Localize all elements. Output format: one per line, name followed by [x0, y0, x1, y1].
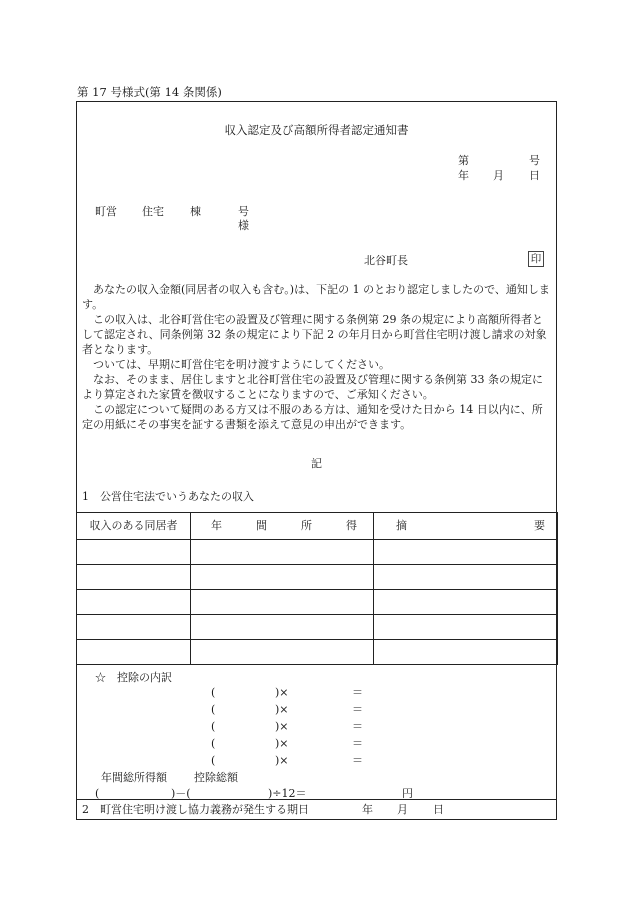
table-row [77, 615, 558, 640]
section1-title: 1 公営住宅法でいうあなたの収入 [82, 490, 254, 503]
header-remarks: 摘 要 [374, 513, 558, 540]
header-annual-income: 年 間 所 得 [191, 513, 374, 540]
date-year: 年 [458, 169, 469, 182]
addressee-honorific: 様 [238, 219, 249, 232]
date-month: 月 [493, 169, 504, 182]
section-divider [77, 799, 556, 800]
seal-stamp-box: 印 [528, 251, 544, 267]
section2-title: 2 町営住宅明け渡し協力義務が発生する期日 [82, 803, 309, 816]
date-day: 日 [529, 169, 540, 182]
document-title: 収入認定及び高額所得者認定通知書 [224, 123, 409, 137]
doc-number-suffix: 号 [529, 154, 540, 167]
section2-day: 日 [433, 803, 444, 816]
addressee-number: 号 [238, 205, 249, 218]
table-header-row [77, 513, 558, 540]
body-paragraph-5: この認定について疑問のある方又は不服のある方は、通知を受けた日から 14 日以内に、所定の用紙にその事実を証する書類を添えて意見の申出ができます。 [82, 403, 543, 431]
notice-body [82, 282, 552, 432]
table-row [77, 640, 558, 665]
addressee-building: 棟 [190, 205, 201, 218]
header-cohabitant: 収入のある同居者 [77, 513, 191, 540]
addressee-housing: 住宅 [142, 205, 164, 218]
doc-number-prefix: 第 [458, 154, 469, 167]
form-number-label: 第 17 号様式(第 14 条関係) [77, 85, 222, 99]
ki-label: 記 [311, 457, 322, 470]
section2-month: 月 [397, 803, 408, 816]
issuer-name: 北谷町長 [364, 254, 408, 267]
body-paragraph-1: あなたの収入金額(同居者の収入も含む。)は、下記の 1 のとおり認定しましたので、通知します。 [82, 283, 550, 311]
deduction-title: ☆ 控除の内訳 [95, 671, 172, 684]
table-row [77, 540, 558, 565]
notice-form-frame: 収入認定及び高額所得者認定通知書 第 号 年 月 日 町営 住宅 棟 号 様 北谷町長 印 あなたの収入金額(同居者の収入も含む。)は、下記の 1 のとおり認定しましたので、通知します。 この収入は、北谷町営住宅の設置及び管理に関する条例第 29 条の規定により高額所得者として認定され、同条例第 32 条の規定により下記 2 の年月日から町営住宅明け渡し請求の対象者となります。 ついては、早期に町営住宅を明け渡すようにしてください。 なお、そのまま、居住しますと北谷町営住宅の設置及び管理に関する条例第 33 条の規定により算定された家賃を徴収することになりますので、ご承知ください。 この認定について疑問のある方又は不服のある方は、通知を受けた日から 14 日以内に、所定の用紙にその事実を証する書類を添えて意見の申出ができます。 記 1 公営住宅法でいうあなたの収入 収入のある同居者 年 間 所 得 摘 要 ☆ 控除の内訳 ( )× ＝ ( )× ＝ ( )× ＝ ( )× ＝ ( )× ＝ 年間総所得額 控除総額 ( )－( )÷12＝ 円 2 町営住宅明け渡し協力義務が発生する期日 年 月 日 [76, 101, 557, 820]
addressee-town: 町営 [95, 205, 117, 218]
body-paragraph-4: なお、そのまま、居住しますと北谷町営住宅の設置及び管理に関する条例第 33 条の規定により算定された家賃を徴収することになりますので、ご承知ください。 [82, 373, 543, 401]
table-row [77, 590, 558, 615]
body-paragraph-2: この収入は、北谷町営住宅の設置及び管理に関する条例第 29 条の規定により高額所得者として認定され、同条例第 32 条の規定により下記 2 の年月日から町営住宅明け渡し請求の対象者となります。 [82, 313, 547, 356]
deduction-total-label: 控除総額 [194, 771, 238, 784]
income-table [76, 512, 558, 665]
section2-year: 年 [362, 803, 373, 816]
body-paragraph-3: ついては、早期に町営住宅を明け渡すようにしてください。 [93, 358, 390, 371]
table-row [77, 565, 558, 590]
annual-income-label: 年間総所得額 [101, 771, 167, 784]
